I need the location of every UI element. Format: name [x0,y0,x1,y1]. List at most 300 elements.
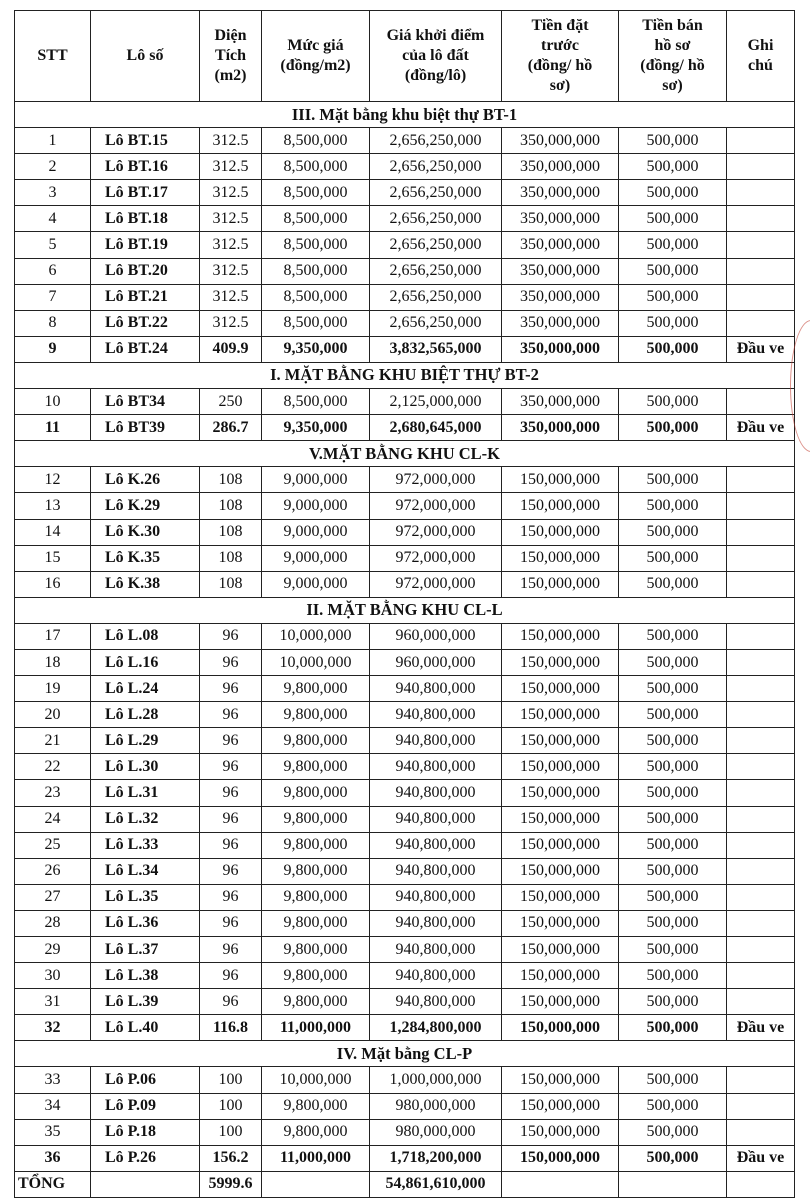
note-cell [727,154,795,180]
stt-cell: 33 [15,1067,91,1093]
stt-cell: 11 [15,415,91,441]
total-area: 5999.6 [200,1171,262,1197]
deposit-cell: 150,000,000 [502,519,619,545]
section-header-row [15,362,795,388]
table-row [15,676,795,702]
price-cell: 9,800,000 [262,754,370,780]
stt-cell: 26 [15,858,91,884]
stt-cell: 22 [15,754,91,780]
note-cell [727,519,795,545]
table-row [15,493,795,519]
lot-cell: Lô BT.15 [91,128,200,154]
lot-cell: Lô L.39 [91,989,200,1015]
note-cell [727,702,795,728]
area-cell: 108 [200,545,262,571]
price-cell: 10,000,000 [262,1067,370,1093]
price-cell: 10,000,000 [262,623,370,649]
area-cell: 96 [200,702,262,728]
deposit-cell: 150,000,000 [502,467,619,493]
start-price-cell: 940,800,000 [370,728,502,754]
fee-cell: 500,000 [619,806,727,832]
table-row [15,1145,795,1171]
stt-cell: 34 [15,1093,91,1119]
table-row [15,389,795,415]
column-header-line: Tích [214,47,247,64]
area-cell: 96 [200,780,262,806]
start-price-cell: 2,680,645,000 [370,415,502,441]
note-cell [727,389,795,415]
fee-cell: 500,000 [619,780,727,806]
note-cell [727,649,795,675]
section-title: III. Mặt bằng khu biệt thự BT-1 [15,102,795,128]
table-row [15,728,795,754]
note-cell [727,780,795,806]
column-header-line: (đồng/ hồ [640,57,705,74]
lot-cell: Lô BT.17 [91,180,200,206]
table-row [15,649,795,675]
table-header-row [15,11,795,102]
table-row [15,1015,795,1041]
area-cell: 286.7 [200,415,262,441]
lot-cell: Lô P.18 [91,1119,200,1145]
section-header-row [15,102,795,128]
deposit-cell: 150,000,000 [502,493,619,519]
fee-cell: 500,000 [619,702,727,728]
fee-cell: 500,000 [619,728,727,754]
deposit-cell: 150,000,000 [502,1093,619,1119]
column-header-line: hồ sơ [654,37,691,54]
price-cell: 9,000,000 [262,519,370,545]
lot-cell: Lô L.40 [91,1015,200,1041]
column-header-line: sơ) [662,77,683,94]
fee-cell: 500,000 [619,1119,727,1145]
fee-cell: 500,000 [619,128,727,154]
note-cell [727,545,795,571]
table-row [15,519,795,545]
column-header-line: sơ) [549,77,571,94]
lot-cell: Lô L.36 [91,910,200,936]
deposit-cell: 150,000,000 [502,728,619,754]
fee-cell: 500,000 [619,154,727,180]
table-row [15,963,795,989]
deposit-cell: 150,000,000 [502,754,619,780]
stt-cell: 19 [15,676,91,702]
fee-cell: 500,000 [619,493,727,519]
price-cell: 9,800,000 [262,1093,370,1119]
note-cell [727,910,795,936]
total-label: TỔNG [15,1171,91,1197]
lot-cell: Lô BT34 [91,389,200,415]
price-cell: 11,000,000 [262,1145,370,1171]
stt-cell: 31 [15,989,91,1015]
deposit-cell: 350,000,000 [502,154,619,180]
lot-cell: Lô L.16 [91,649,200,675]
table-row [15,571,795,597]
fee-cell: 500,000 [619,623,727,649]
price-cell: 9,350,000 [262,336,370,362]
start-price-cell: 972,000,000 [370,493,502,519]
lot-cell: Lô K.30 [91,519,200,545]
stt-cell: 3 [15,180,91,206]
table-row [15,258,795,284]
column-header-line: Diện [214,27,247,44]
table-row [15,832,795,858]
start-price-cell: 2,656,250,000 [370,180,502,206]
note-cell [727,1093,795,1119]
start-price-cell: 972,000,000 [370,467,502,493]
fee-cell: 500,000 [619,649,727,675]
price-cell: 9,800,000 [262,884,370,910]
deposit-cell: 150,000,000 [502,780,619,806]
fee-cell: 500,000 [619,571,727,597]
lot-cell: Lô BT.16 [91,154,200,180]
fee-cell: 500,000 [619,1145,727,1171]
start-price-cell: 940,800,000 [370,702,502,728]
start-price-cell: 2,656,250,000 [370,128,502,154]
deposit-cell: 350,000,000 [502,180,619,206]
stt-cell: 32 [15,1015,91,1041]
area-cell: 100 [200,1067,262,1093]
price-cell: 8,500,000 [262,128,370,154]
stt-cell: 18 [15,649,91,675]
table-row [15,858,795,884]
table-row [15,336,795,362]
lot-cell: Lô K.38 [91,571,200,597]
start-price-cell: 972,000,000 [370,571,502,597]
start-price-cell: 3,832,565,000 [370,336,502,362]
note-cell: Đầu ve [727,336,795,362]
fee-cell: 500,000 [619,258,727,284]
fee-cell: 500,000 [619,1067,727,1093]
stt-cell: 5 [15,232,91,258]
price-cell: 9,800,000 [262,780,370,806]
area-cell: 108 [200,493,262,519]
fee-cell: 500,000 [619,389,727,415]
price-cell: 8,500,000 [262,154,370,180]
column-header-line: Giá khởi điểm [386,27,485,44]
stt-cell: 29 [15,937,91,963]
fee-cell: 500,000 [619,545,727,571]
fee-cell: 500,000 [619,180,727,206]
table-row [15,623,795,649]
start-price-cell: 940,800,000 [370,989,502,1015]
area-cell: 96 [200,832,262,858]
start-price-cell: 1,718,200,000 [370,1145,502,1171]
deposit-cell: 150,000,000 [502,989,619,1015]
stt-cell: 2 [15,154,91,180]
area-cell: 250 [200,389,262,415]
price-cell: 9,000,000 [262,545,370,571]
table-row [15,754,795,780]
start-price-cell: 960,000,000 [370,649,502,675]
deposit-cell: 350,000,000 [502,336,619,362]
table-row [15,415,795,441]
price-cell: 9,000,000 [262,493,370,519]
fee-cell: 500,000 [619,415,727,441]
deposit-cell: 150,000,000 [502,1067,619,1093]
note-cell: Đầu ve [727,1145,795,1171]
start-price-cell: 940,800,000 [370,884,502,910]
price-cell: 9,000,000 [262,467,370,493]
table-row [15,284,795,310]
lot-cell: Lô BT.18 [91,206,200,232]
price-cell: 8,500,000 [262,232,370,258]
start-price-cell: 2,656,250,000 [370,258,502,284]
note-cell [727,180,795,206]
column-header-line: Ghi [747,37,774,54]
note-cell [727,676,795,702]
fee-cell: 500,000 [619,284,727,310]
fee-cell: 500,000 [619,206,727,232]
price-cell: 9,800,000 [262,728,370,754]
start-price-cell: 1,000,000,000 [370,1067,502,1093]
column-header [370,11,502,102]
column-header [619,11,727,102]
area-cell: 409.9 [200,336,262,362]
stt-cell: 7 [15,284,91,310]
price-cell: 8,500,000 [262,258,370,284]
area-cell: 108 [200,467,262,493]
note-cell [727,571,795,597]
start-price-cell: 980,000,000 [370,1119,502,1145]
price-cell: 9,800,000 [262,1119,370,1145]
column-header-line: STT [37,47,68,64]
note-cell [727,1067,795,1093]
deposit-cell: 150,000,000 [502,702,619,728]
column-header-line: trước [541,37,579,54]
price-cell: 11,000,000 [262,1015,370,1041]
note-cell [727,989,795,1015]
note-cell [727,232,795,258]
column-header-line: (đồng/ hồ [527,57,593,74]
column-header [727,11,795,102]
stt-cell: 13 [15,493,91,519]
area-cell: 156.2 [200,1145,262,1171]
price-cell: 8,500,000 [262,284,370,310]
price-cell: 9,000,000 [262,571,370,597]
lot-cell: Lô BT.20 [91,258,200,284]
note-cell [727,937,795,963]
column-header [502,11,619,102]
area-cell: 96 [200,676,262,702]
area-cell: 96 [200,754,262,780]
fee-cell: 500,000 [619,467,727,493]
fee-cell: 500,000 [619,910,727,936]
start-price-cell: 960,000,000 [370,623,502,649]
start-price-cell: 1,284,800,000 [370,1015,502,1041]
start-price-cell: 940,800,000 [370,780,502,806]
stt-cell: 28 [15,910,91,936]
table-body [15,102,795,1198]
lot-cell: Lô K.26 [91,467,200,493]
stt-cell: 17 [15,623,91,649]
column-header-line: của lô đất [402,47,469,64]
table-row [15,467,795,493]
area-cell: 96 [200,884,262,910]
area-cell: 96 [200,910,262,936]
section-title: I. MẶT BẰNG KHU BIỆT THỰ BT-2 [15,362,795,388]
deposit-cell: 150,000,000 [502,545,619,571]
note-cell [727,206,795,232]
deposit-cell: 150,000,000 [502,806,619,832]
note-cell [727,806,795,832]
section-header-row [15,597,795,623]
area-cell: 108 [200,519,262,545]
lot-cell: Lô L.29 [91,728,200,754]
deposit-cell: 350,000,000 [502,258,619,284]
fee-cell: 500,000 [619,754,727,780]
area-cell: 96 [200,937,262,963]
start-price-cell: 2,125,000,000 [370,389,502,415]
table-row [15,128,795,154]
fee-cell: 500,000 [619,519,727,545]
start-price-cell: 940,800,000 [370,910,502,936]
fee-cell: 500,000 [619,858,727,884]
start-price-cell: 980,000,000 [370,1093,502,1119]
deposit-cell: 150,000,000 [502,1145,619,1171]
table-row [15,1067,795,1093]
price-cell: 8,500,000 [262,180,370,206]
stt-cell: 25 [15,832,91,858]
deposit-cell: 150,000,000 [502,1119,619,1145]
table-row [15,206,795,232]
section-title: V.MẶT BẰNG KHU CL-K [15,441,795,467]
start-price-cell: 2,656,250,000 [370,310,502,336]
price-cell: 9,800,000 [262,702,370,728]
note-cell [727,884,795,910]
note-cell [727,258,795,284]
column-header-line: (đồng/m2) [280,57,351,74]
note-cell: Đầu ve [727,1015,795,1041]
fee-cell: 500,000 [619,232,727,258]
lot-cell: Lô P.06 [91,1067,200,1093]
deposit-cell: 150,000,000 [502,884,619,910]
start-price-cell: 2,656,250,000 [370,206,502,232]
area-cell: 96 [200,989,262,1015]
table-row [15,1093,795,1119]
table-row [15,1119,795,1145]
table-row [15,702,795,728]
deposit-cell: 150,000,000 [502,937,619,963]
note-cell [727,858,795,884]
stt-cell: 30 [15,963,91,989]
stt-cell: 23 [15,780,91,806]
lot-cell: Lô L.30 [91,754,200,780]
start-price-cell: 940,800,000 [370,676,502,702]
section-header-row [15,1041,795,1067]
note-cell [727,310,795,336]
column-header-line: Tiền đặt [531,17,589,34]
note-cell [727,284,795,310]
start-price-cell: 940,800,000 [370,754,502,780]
section-header-row [15,441,795,467]
start-price-cell: 940,800,000 [370,963,502,989]
area-cell: 312.5 [200,284,262,310]
fee-cell: 500,000 [619,676,727,702]
lot-cell: Lô P.26 [91,1145,200,1171]
area-cell: 100 [200,1119,262,1145]
lot-cell: Lô P.09 [91,1093,200,1119]
lot-cell: Lô L.34 [91,858,200,884]
lot-cell: Lô K.29 [91,493,200,519]
price-cell: 8,500,000 [262,389,370,415]
column-header-line: Lô số [126,47,164,64]
table-row [15,780,795,806]
area-cell: 312.5 [200,310,262,336]
stt-cell: 10 [15,389,91,415]
deposit-cell: 150,000,000 [502,910,619,936]
column-header-line: Tiền bán [642,17,703,34]
start-price-cell: 2,656,250,000 [370,232,502,258]
stt-cell: 9 [15,336,91,362]
price-cell: 8,500,000 [262,310,370,336]
deposit-cell: 150,000,000 [502,963,619,989]
fee-cell: 500,000 [619,963,727,989]
note-cell [727,623,795,649]
price-cell: 8,500,000 [262,206,370,232]
lot-cell: Lô BT39 [91,415,200,441]
deposit-cell: 350,000,000 [502,415,619,441]
table-row [15,154,795,180]
section-title: IV. Mặt bằng CL-P [15,1041,795,1067]
stt-cell: 1 [15,128,91,154]
area-cell: 96 [200,858,262,884]
area-cell: 96 [200,806,262,832]
column-header [262,11,370,102]
stt-cell: 36 [15,1145,91,1171]
stt-cell: 35 [15,1119,91,1145]
deposit-cell: 350,000,000 [502,389,619,415]
area-cell: 312.5 [200,128,262,154]
lot-price-table [14,10,795,1198]
start-price-cell: 940,800,000 [370,806,502,832]
lot-cell: Lô L.35 [91,884,200,910]
table-row [15,989,795,1015]
fee-cell: 500,000 [619,1093,727,1119]
start-price-cell: 940,800,000 [370,858,502,884]
area-cell: 312.5 [200,180,262,206]
stt-cell: 27 [15,884,91,910]
start-price-cell: 940,800,000 [370,937,502,963]
note-cell [727,728,795,754]
deposit-cell: 150,000,000 [502,623,619,649]
stt-cell: 4 [15,206,91,232]
area-cell: 96 [200,728,262,754]
note-cell [727,832,795,858]
note-cell [727,754,795,780]
lot-cell: Lô L.28 [91,702,200,728]
start-price-cell: 940,800,000 [370,832,502,858]
deposit-cell: 350,000,000 [502,206,619,232]
deposit-cell: 150,000,000 [502,832,619,858]
deposit-cell: 350,000,000 [502,128,619,154]
stt-cell: 24 [15,806,91,832]
area-cell: 100 [200,1093,262,1119]
price-cell: 9,800,000 [262,989,370,1015]
stt-cell: 8 [15,310,91,336]
start-price-cell: 972,000,000 [370,545,502,571]
lot-cell: Lô K.35 [91,545,200,571]
table-row [15,806,795,832]
column-header [15,11,91,102]
stt-cell: 12 [15,467,91,493]
stt-cell: 6 [15,258,91,284]
fee-cell: 500,000 [619,310,727,336]
note-cell [727,1119,795,1145]
column-header-line: (m2) [214,67,247,84]
price-cell: 9,800,000 [262,910,370,936]
note-cell [727,963,795,989]
